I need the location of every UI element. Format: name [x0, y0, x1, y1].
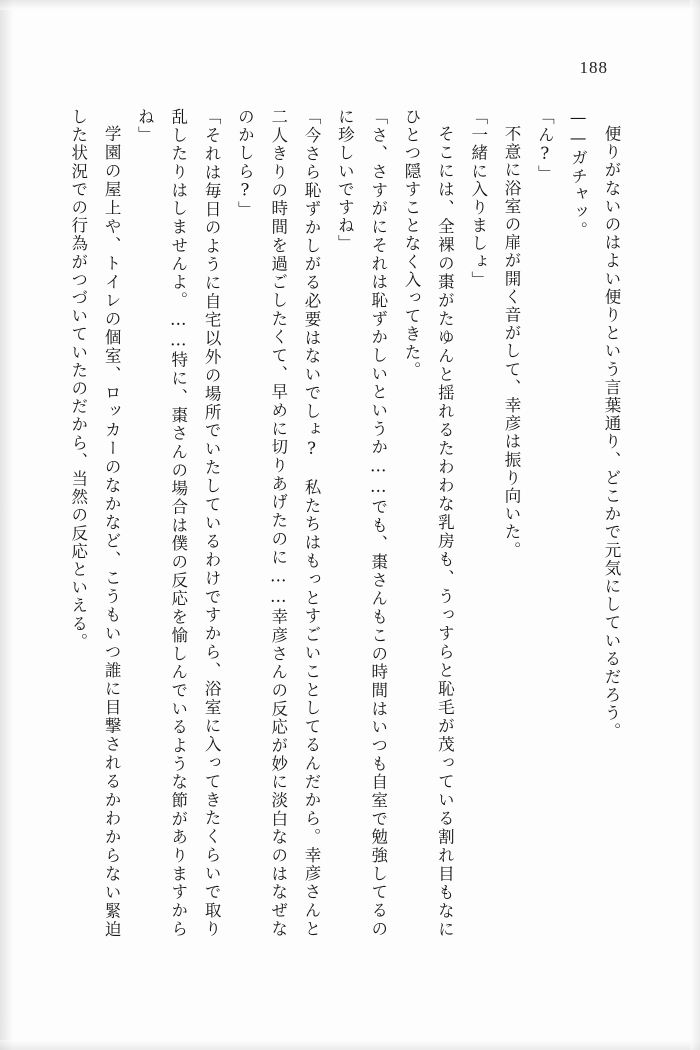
paragraph: 「ん?」 — [535, 108, 555, 183]
paragraph: 「今さら恥ずかしがる必要はないでしょ? 私たちはもっとすごいことしてるんだから。幸彦さんと二人きりの時間を過ごしたくて、早めに切りあげたのに……幸彦さんの反応が妙に淡白なのはなぜなのかしら?」 — [235, 108, 322, 938]
paragraph: ——ガチャッ。 — [568, 108, 588, 240]
paragraph: 不意に浴室の扉が開く音がして、幸彦は振り向いた。 — [502, 124, 522, 559]
page-edge-shadow-left — [0, 0, 14, 1050]
paragraph: 学園の屋上や、トイレの個室、ロッカーのなかなど、こうもいつ誰に目撃されるかわからない緊迫した状況での行為がつづいていたのだから、当然の反応といえる。 — [68, 108, 122, 938]
page-edge-shadow-bottom — [0, 1040, 700, 1050]
paragraph: 便りがないのはよい便りという言葉通り、どこかで元気にしているだろう。 — [602, 124, 621, 740]
page-edge-shadow-top — [0, 0, 700, 10]
paragraph: 「一緒に入りましょ」 — [468, 108, 488, 289]
vertical-text-body — [62, 108, 628, 938]
paragraph: 「さ、さすがにそれは恥ずかしいというか……でも、棗さんもこの時間はいつも自室で勉強してるのに珍しいですね」 — [335, 108, 388, 938]
page-edge-shadow-right — [690, 0, 700, 1050]
page-number: 188 — [579, 58, 608, 77]
paragraph: そこには、全裸の棗がたゆんと揺れるたわわな乳房も、うっすらと恥毛が茂っている割れ目もなにひとつ隠すことなく入ってきた。 — [402, 108, 455, 938]
paragraph: 「それは毎日のように自宅以外の場所でいたしているわけですから、浴室に入ってきたくらいで取り乱したりはしませんよ。……特に、棗さんの場合は僕の反応を愉しんでいるような節がありますからね」 — [135, 108, 222, 938]
